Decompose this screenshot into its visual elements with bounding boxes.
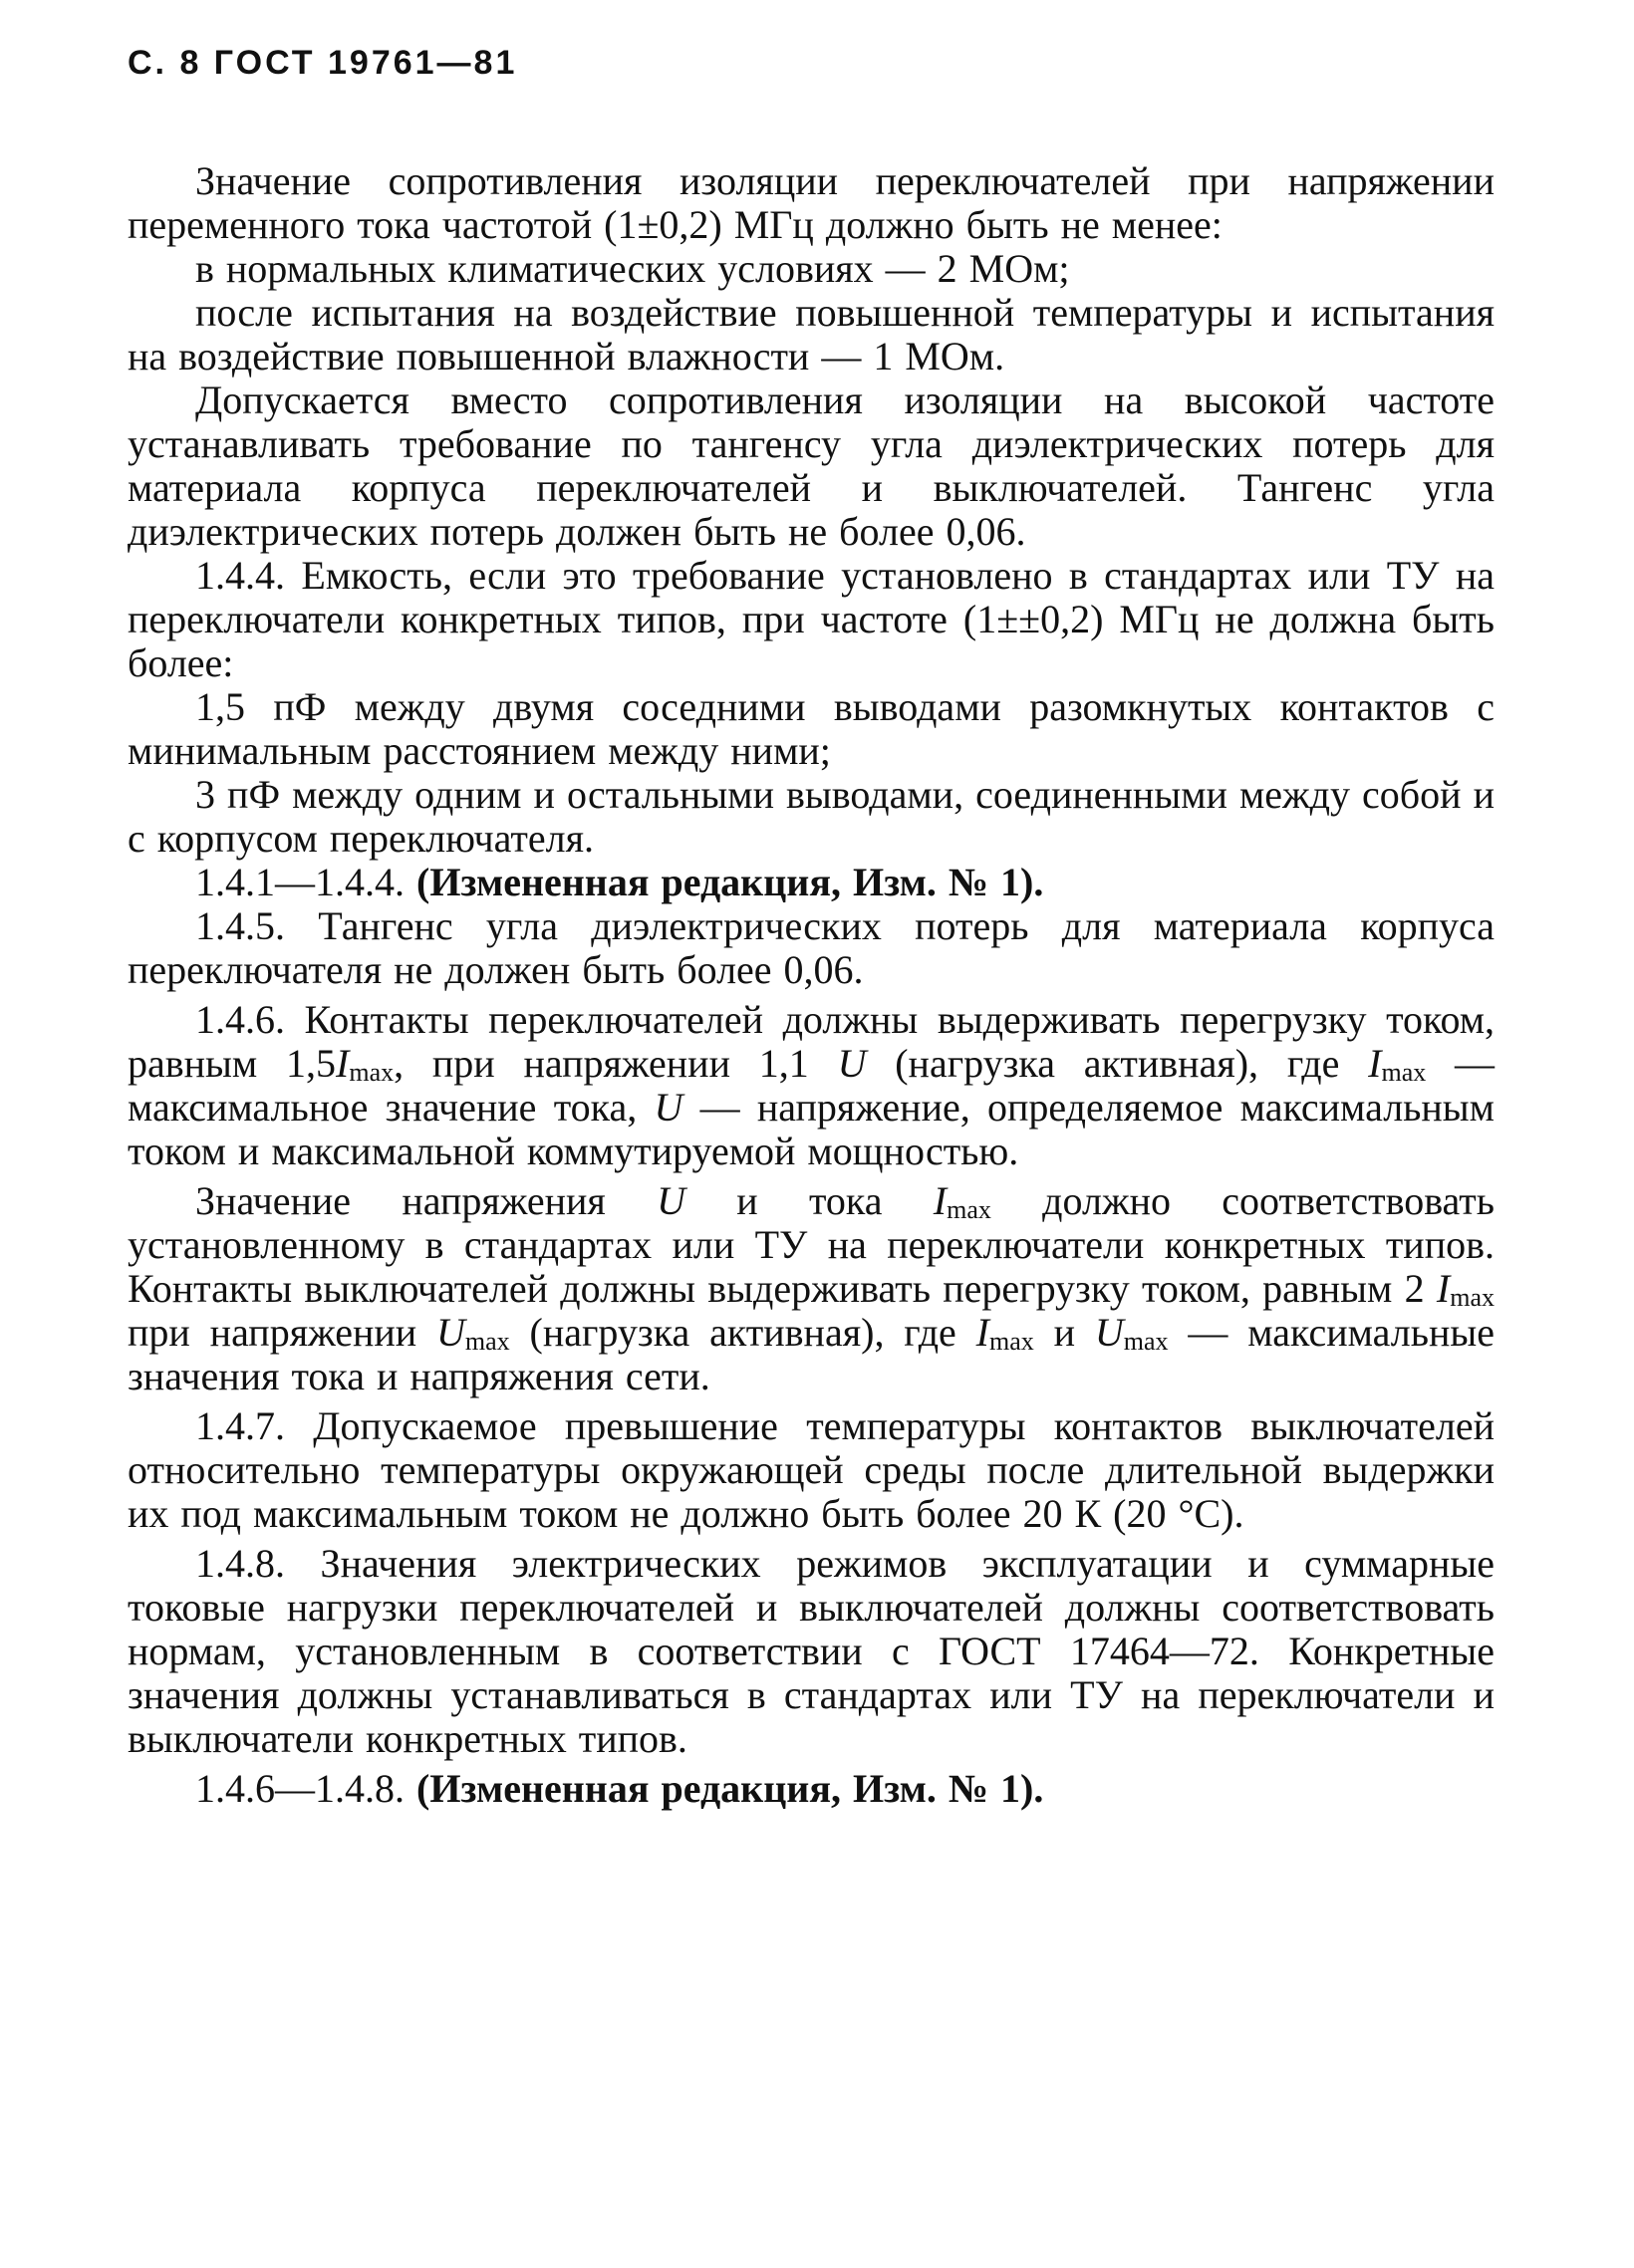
paragraph-after-tests: после испытания на воздействие повышенной температуры и испытания на воздействие повышенной влажности — 1 МОм. xyxy=(128,290,1495,378)
paragraph-dielectric-loss-allowed: Допускается вместо сопротивления изоляции на высокой частоте устанавливать требование по тангенсу угла диэлектрических потерь для материала корпуса переключателей и выключателей. Тангенс угла диэлектрических потерь должен быть не более 0,06. xyxy=(128,378,1495,554)
paragraph-voltage-current: Значение напряжения U и тока $I_{max}$ должно соответствовать установленному в стандартах или ТУ на переключатели конкретных типов. Контакты выключателей должны выдерживать перегрузку током, равным 2 $I_{max}$ при напряжении $U_{max}$ (нагрузка активная), где $I_{max}$ и $U_{max}$ — максимальные значения тока и напряжения сети. xyxy=(128,1178,1495,1398)
paragraph-1-4-8: 1.4.8. Значения электрических режимов эксплуатации и суммарные токовые нагрузки переключателей и выключателей должны соответствовать нормам, установленным в соответствии с ГОСТ 17464—72. Конкретные значения должны устанавливаться в стандартах или ТУ на переключатели и выключатели конкретных типов. xyxy=(128,1541,1495,1761)
paragraph-1-4-7: 1.4.7. Допускаемое превышение температуры контактов выключателей относительно температуры окружающей среды после длительной выдержки их под максимальным током не должно быть более 20 К (20 °С). xyxy=(128,1403,1495,1536)
amendment-note: (Измененная редакция, Изм. № 1). xyxy=(416,860,1044,904)
paragraph-amendment-1 xyxy=(128,861,1495,904)
amendment-note: (Измененная редакция, Изм. № 1). xyxy=(416,1766,1044,1811)
paragraph-insulation-resistance: Значение сопротивления изоляции переключателей при напряжении переменного тока частотой (1±0,2) МГц должно быть не менее: xyxy=(128,158,1495,247)
paragraph-capacitance-adjacent: 1,5 пФ между двумя соседними выводами разомкнутых контактов с минимальным расстоянием между ними; xyxy=(128,684,1495,773)
paragraph-normal-conditions: в нормальных климатических условиях — 2 МОм; xyxy=(195,246,1070,291)
paragraph-1-4-6: 1.4.6. Контакты переключателей должны выдерживать перегрузку током, равным $1,5I_{max}$, при напряжении 1,1 U (нагрузка активная), где $I_{max}$ — максимальное значение тока, U — напряжение, определяемое максимальным током и максимальной коммутируемой мощностью. xyxy=(128,997,1496,1173)
page-header: С. 8 ГОСТ 19761—81 xyxy=(128,44,518,82)
paragraph-capacitance-other: 3 пФ между одним и остальными выводами, соединенными между собой и с корпусом переключателя. xyxy=(128,772,1495,861)
amendment-ref: 1.4.6—1.4.8. xyxy=(195,1766,416,1811)
amendment-ref: 1.4.1—1.4.4. xyxy=(195,860,416,904)
paragraph-1-4-5: 1.4.5. Тангенс угла диэлектрических потерь для материала корпуса переключателя не должен быть более 0,06. xyxy=(128,903,1495,992)
document-page xyxy=(128,44,1495,1811)
paragraph-amendment-2 xyxy=(128,1767,1495,1811)
paragraph-1-4-4-capacitance: 1.4.4. Емкость, если это требование установлено в стандартах или ТУ на переключатели конкретных типов, при частоте (1±±0,2) МГц не должна быть более: xyxy=(128,553,1495,685)
